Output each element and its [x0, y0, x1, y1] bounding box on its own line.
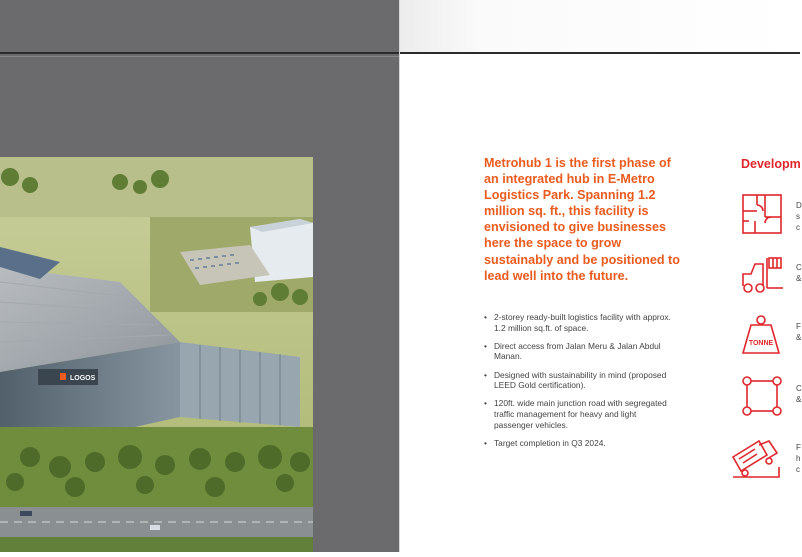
- square-nodes-icon: [741, 375, 783, 417]
- list-item: • Designed with sustainability in mind (proposed LEED Gold certification).: [484, 370, 674, 391]
- warehouse-aerial-photo: [0, 157, 313, 552]
- feature-list: [484, 312, 674, 456]
- header-rule-light: [0, 56, 399, 57]
- list-item: • Direct access from Jalan Meru & Jalan Abdul Manan.: [484, 341, 674, 362]
- list-item: • Target completion in Q3 2024.: [484, 438, 674, 449]
- floor-plan-icon: [741, 193, 783, 235]
- left-page-header: [0, 0, 399, 52]
- right-header-rule: [400, 52, 800, 54]
- logos-sign: LOGOS: [70, 375, 96, 382]
- header-rule: [0, 52, 399, 54]
- left-page: [0, 0, 399, 552]
- development-item-4-text: C &: [796, 384, 802, 404]
- intro-headline: Metrohub 1 is the first phase of an integrated hub in E-Metro Logistics Park. Spanning 1.2 million sq. ft., this facility is envisioned to give businesses here the space to grow sustainably and be positioned to lead well into the future.: [484, 156, 680, 283]
- development-item-3-text: F &: [796, 322, 802, 342]
- right-page-header: [400, 0, 800, 52]
- tonne-label: TONNE: [748, 340, 774, 347]
- weight-tonne-icon: [739, 313, 783, 357]
- development-item-2-text: C &: [796, 263, 802, 283]
- truck-ramp-icon: [729, 437, 783, 481]
- development-title: Developm: [741, 157, 801, 171]
- forklift-icon: [739, 256, 785, 296]
- list-item: • 2-storey ready-built logistics facility with approx. 1.2 million sq.ft. of space.: [484, 312, 674, 333]
- page-spine: [399, 0, 400, 552]
- development-item-1-text: D s c: [796, 201, 802, 232]
- development-item-5-text: F h c: [796, 443, 801, 474]
- list-item: • 120ft. wide main junction road with segregated traffic management for heavy and light passenger vehicles.: [484, 398, 674, 430]
- warehouse-rendering: [0, 157, 313, 552]
